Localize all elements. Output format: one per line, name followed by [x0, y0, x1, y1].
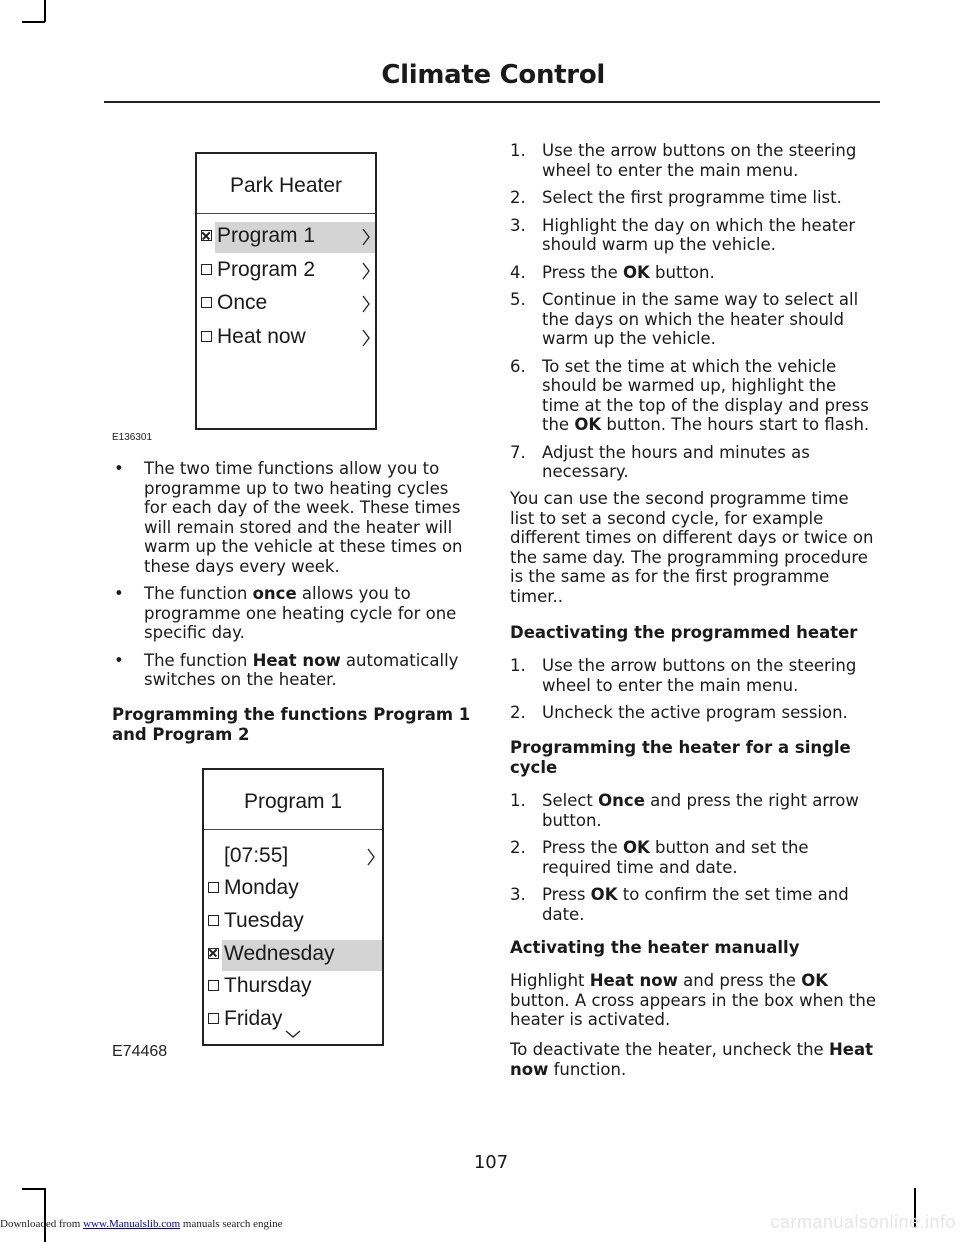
menu-item-label: Friday: [224, 1007, 283, 1031]
bullet-item: • The function Heat now automatically switches on the heater.: [114, 650, 459, 689]
step-item: 1. Use the arrow buttons on the steering wheel to enter the main menu.: [510, 141, 857, 180]
paragraph: Highlight Heat now and press the OK button. A cross appears in the box when the heater is activated.: [510, 971, 876, 1029]
step-item: 1. Use the arrow buttons on the steering wheel to enter the main menu.: [510, 656, 857, 695]
time-value: [07:55]: [224, 844, 289, 867]
park-heater-display: [195, 152, 377, 430]
menu-item[interactable]: [197, 323, 375, 354]
chevron-right-icon: [361, 228, 371, 246]
section-heading: Programming the heater for a single cycle: [510, 738, 851, 777]
manualslib-link[interactable]: www.Manualslib.com: [83, 1218, 181, 1230]
menu-item[interactable]: [197, 256, 375, 287]
program-1-display: [202, 768, 384, 1046]
menu-item[interactable]: [197, 289, 375, 320]
step-item: 2. Uncheck the active program session.: [510, 703, 848, 722]
programming-steps: [510, 141, 878, 490]
step-item: 3. Highlight the day on which the heater should warm up the vehicle.: [510, 215, 856, 254]
figure-id: E136301: [112, 432, 153, 443]
checkbox-icon[interactable]: [208, 980, 219, 991]
single-cycle-steps: [510, 791, 878, 932]
footer: Downloaded from www.Manualslib.com manuals search engine: [0, 1218, 283, 1230]
page-number: 107: [473, 1152, 509, 1173]
header-rule: [104, 101, 880, 103]
menu-item-label: Thursday: [224, 974, 312, 998]
crop-mark: [22, 21, 45, 23]
step-item: 4. Press the OK button.: [510, 262, 715, 282]
display-separator: [197, 213, 375, 214]
menu-item-label: Monday: [224, 876, 299, 899]
figure-id: E74468: [112, 1043, 168, 1060]
feature-bullets: [112, 459, 474, 698]
time-row: [204, 842, 382, 873]
watermark: carmanualsonline.info: [770, 1212, 956, 1232]
paragraph: You can use the second programme time list to set a second cycle, for example different times on different days or twice on the same day. The programming procedure is the same as for the first programme timer..: [510, 489, 874, 606]
bullet-item: • The function once allows you to programme one heating cycle for one specific day.: [114, 584, 457, 642]
paragraph: To deactivate the heater, uncheck the Heat now function.: [510, 1040, 873, 1079]
checked-box-icon[interactable]: [208, 948, 219, 959]
crop-mark: [44, 0, 46, 22]
checkbox-icon[interactable]: [201, 331, 212, 342]
menu-item-label: Heat now: [217, 324, 306, 348]
checkbox-icon[interactable]: [201, 264, 212, 275]
section-heading: Deactivating the programmed heater: [510, 623, 858, 642]
step-item: 5. Continue in the same way to select all the days on which the heater should warm up the vehicle.: [510, 290, 859, 348]
deactivation-steps: [510, 656, 878, 731]
menu-item[interactable]: [204, 907, 382, 938]
chevron-right-icon: [361, 262, 371, 280]
menu-item-label: Once: [217, 291, 268, 314]
step-item: 2. Select the first programme time list.: [510, 188, 842, 207]
crop-mark: [22, 1188, 45, 1190]
menu-item[interactable]: [204, 972, 382, 1003]
menu-item-label: Wednesday: [224, 941, 335, 965]
menu-item-label: Program 2: [217, 257, 316, 281]
menu-item[interactable]: [204, 940, 382, 971]
crop-mark: [44, 1188, 46, 1242]
checkbox-icon[interactable]: [208, 1013, 219, 1024]
bullet-item: • The two time functions allow you to programme up to two heating cycles for each day of the week. These times will remain stored and the heater will warm up the vehicle at these times on these days every week.: [114, 459, 463, 576]
menu-item[interactable]: [197, 222, 375, 253]
display-title: Program 1: [243, 790, 343, 813]
checkbox-icon[interactable]: [201, 297, 212, 308]
chevron-right-icon: [361, 295, 371, 313]
menu-item-label: Program 1: [217, 224, 316, 247]
chevron-right-icon: [361, 329, 371, 347]
step-item: 1. Select Once and press the right arrow button.: [510, 791, 859, 830]
checkbox-icon[interactable]: [208, 882, 219, 893]
step-item: 2. Press the OK button and set the required time and date.: [510, 838, 809, 877]
display-separator: [204, 829, 382, 830]
checked-box-icon[interactable]: [201, 230, 212, 241]
checkbox-icon[interactable]: [208, 915, 219, 926]
page-header-title: Climate Control: [381, 60, 605, 90]
menu-item[interactable]: [204, 874, 382, 905]
section-heading: Activating the heater manually: [510, 938, 800, 957]
step-item: 3. Press OK to confirm the set time and date.: [510, 885, 849, 924]
section-heading: Programming the functions Program 1 and Program 2: [112, 705, 471, 744]
step-item: 7. Adjust the hours and minutes as necessary.: [510, 442, 810, 481]
chevron-down-icon: [285, 1030, 301, 1038]
chevron-right-icon: [366, 848, 376, 866]
step-item: 6. To set the time at which the vehicle should be warmed up, highlight the time at the top of the display and press the OK button. The hours start to flash.: [510, 356, 870, 434]
menu-item-label: Tuesday: [224, 908, 304, 932]
display-title: Park Heater: [229, 174, 343, 197]
